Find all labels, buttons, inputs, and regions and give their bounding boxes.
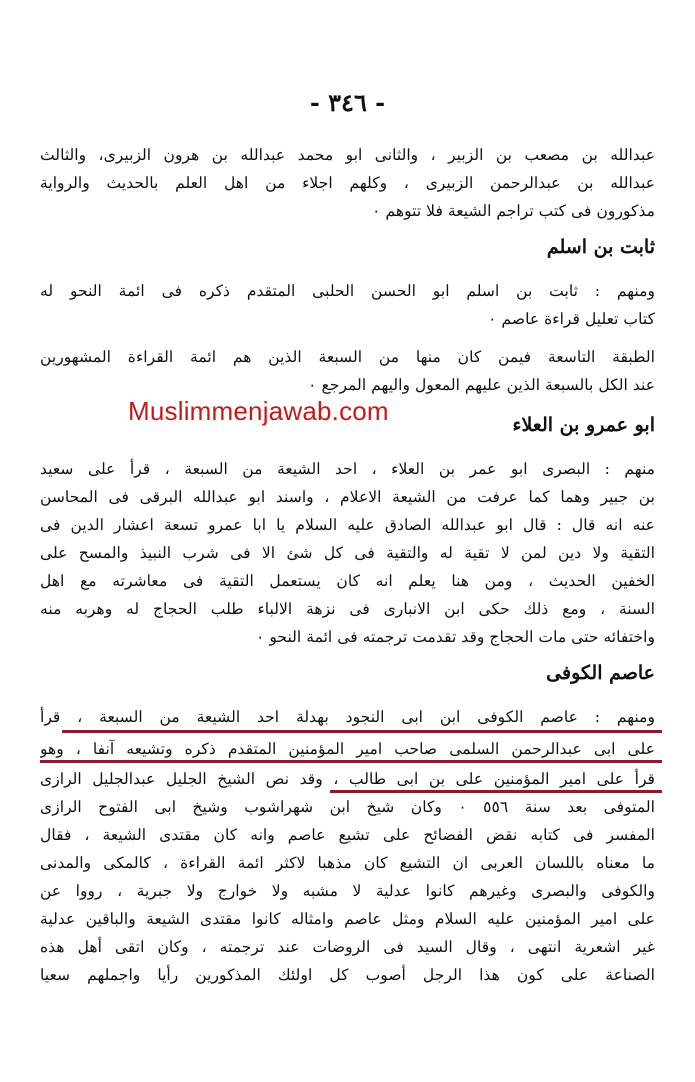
highlight-underline — [330, 790, 662, 793]
text-line: المتوفى بعد سنة ٥٥٦ ٠ وكان شيخ ابن شهراشوب وشيخ ابى الفتوح الرازى — [40, 798, 655, 816]
text-line: غير اشعرية انتهى ، وقال السيد فى الروضات عند ترجمته ، وكان اتقى أهل هذه — [40, 938, 655, 956]
text-line: مذكورون فى كتب تراجم الشيعة فلا تتوهم ٠ — [372, 202, 655, 220]
text-line: عبدالله بن مصعب بن الزبير ، والثانى ابو محمد عبدالله بن هرون الزبيرى، والثالث — [40, 146, 655, 164]
text-line: واختفائه حتى مات الحجاج وقد تقدمت ترجمته فى ائمة النحو ٠ — [256, 628, 655, 646]
text-line: الخفين الحديث ، ومن هنا يعلم انه كان يستعمل التقية فى معاشرته مع اهل — [40, 572, 655, 590]
section-heading: ثابت بن اسلم — [546, 236, 655, 258]
text-line: الطبقة التاسعة فيمن كان منها من السبعة الذين هم ائمة القراءة المشهورين — [40, 348, 655, 366]
text-line: ما معناه باللسان العربى ان التشيع كان مذهبا لاكثر ائمة القراءة ، كالمكى والمدنى — [40, 854, 655, 872]
text-line: والكوفى والبصرى وغيرهم كانوا عدلية لا مشبه ولا خوارج ولا جبرية ، رووا عن — [40, 882, 655, 900]
text-line: عبدالله بن عبدالرحمن الزبيرى ، وكلهم اجلاء من اهل العلم بالحديث والرواية — [40, 174, 655, 192]
text-line: منهم : البصرى ابو عمر بن العلاء ، احد الشيعة من السبعة ، قرأ على سعيد — [40, 460, 655, 478]
text-line: الصناعة على كون هذا الرجل أصوب كل اولئك المذكورين رأيا واجملهم سعيا — [40, 966, 655, 984]
text-line: السنة ، ومع ذلك حكى ابن الانبارى فى نزهة الالباء طلب الحجاج له وهربه منه — [40, 600, 655, 618]
text-line: المفسر فى كتابه نقض الفضائح على تشيع عاصم وانه كان مقتدى الشيعة ، فقال — [40, 826, 655, 844]
section-heading: ابو عمرو بن العلاء — [512, 414, 655, 436]
text-line-highlighted: قرأ على امير المؤمنين على بن ابى طالب ، وقد نص الشيخ الجليل عبدالجليل الرازى — [40, 770, 655, 788]
text-line: ومنهم : ثابت بن اسلم ابو الحسن الحلبى المتقدم ذكره فى ائمة النحو له — [40, 282, 655, 300]
highlight-underline — [40, 760, 662, 763]
text-line: عند الكل بالسبعة الذين عليهم المعول واليهم المرجع ٠ — [308, 376, 655, 394]
page-number: - ٣٤٦ - — [309, 88, 386, 117]
text-line: التقية ولا دين لمن لا تقية له والتقية فى كل شئ الا فى شرب النبيذ والمسح على — [40, 544, 655, 562]
section-heading: عاصم الكوفى — [546, 662, 655, 684]
highlight-underline — [62, 730, 662, 733]
watermark: Muslimmenjawab.com — [128, 396, 389, 426]
text-line-highlighted: ومنهم : عاصم الكوفى ابن ابى النجود بهدلة احد الشيعة من السبعة ، قرأ — [40, 708, 655, 726]
text-line: كتاب تعليل قراءة عاصم ٠ — [488, 310, 655, 328]
text-line: بن جبير وهما كما عرفت من الشيعة الاعلام ، واسند ابو عبدالله البرقى فى المحاسن — [40, 488, 655, 506]
text-line-highlighted: على ابى عبدالرحمن السلمى صاحب امير المؤمنين المتقدم ذكره وتشيعه آنفا ، وهو — [40, 740, 655, 758]
text-line: على امير المؤمنين عليه السلام ومثل عاصم وامثاله كانوا مقتدى الشيعة والباقين عدلية — [40, 910, 655, 928]
text-line: عنه انه قال : قال ابو عبدالله الصادق عليه السلام يا ابا عمرو تسعة اعشار الدين فى — [40, 516, 655, 534]
